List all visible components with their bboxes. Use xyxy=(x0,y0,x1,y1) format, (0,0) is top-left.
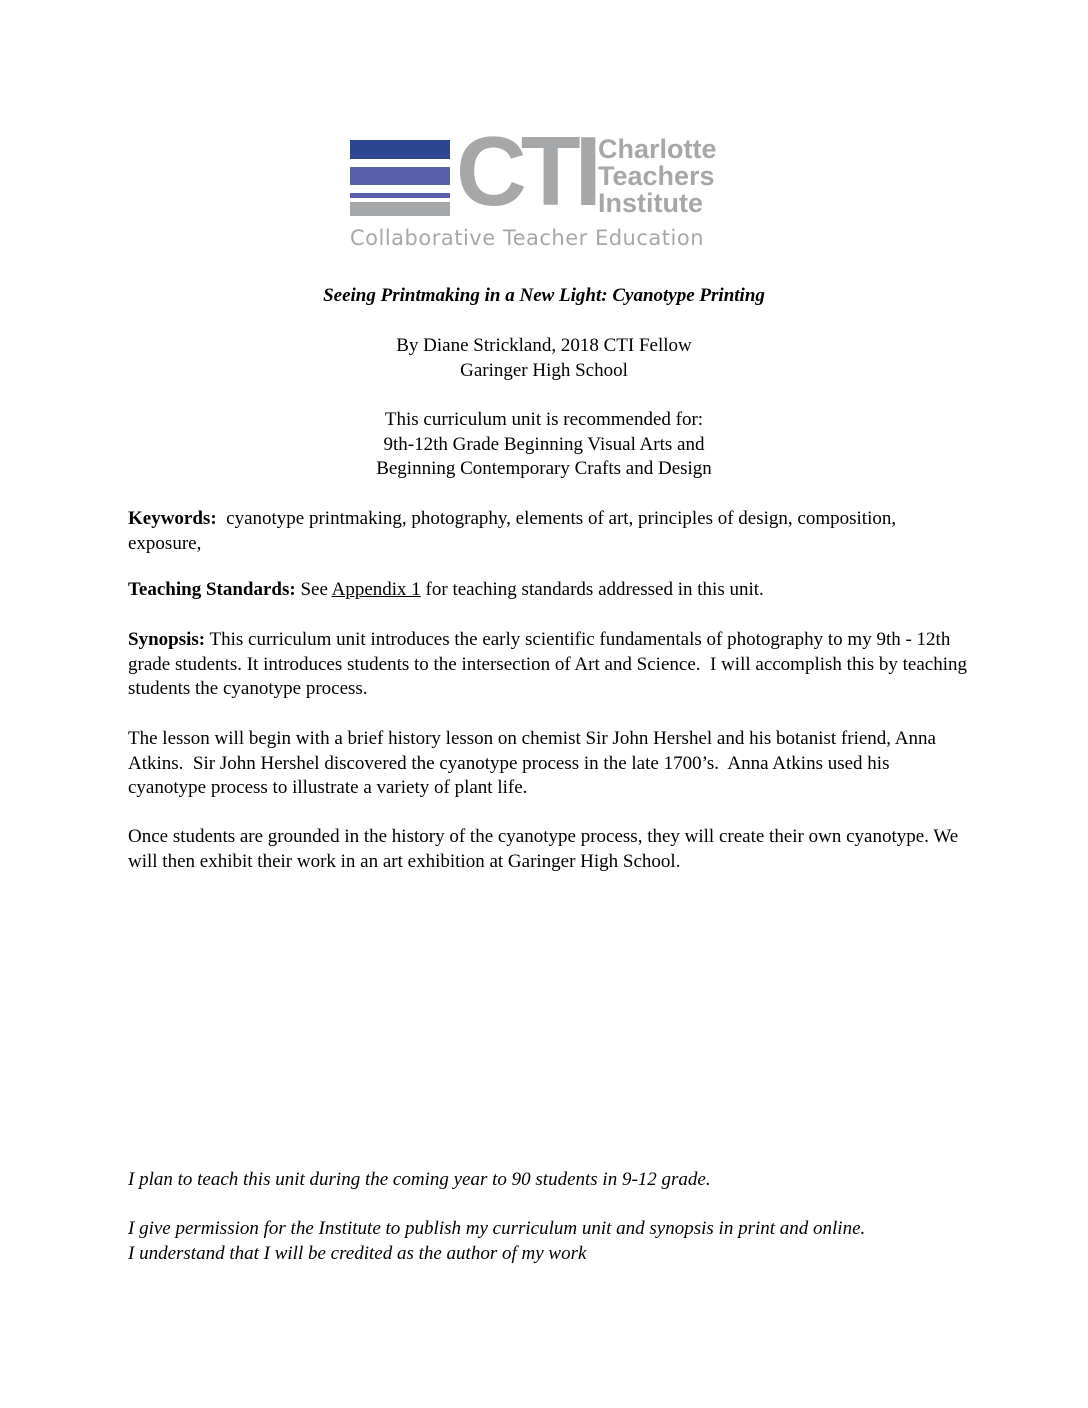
exhibition-paragraph: Once students are grounded in the history of the cyanotype process, they will create their own cyanotype. We will then exhibit their work in an art exhibition at Garinger High School. xyxy=(128,826,959,872)
standards-pre: See xyxy=(295,579,332,600)
logo-abbrev: CTI xyxy=(456,116,596,226)
permission-line: I understand that I will be credited as the author of my work xyxy=(128,1242,587,1264)
keywords-label: Keywords: xyxy=(128,508,217,529)
logo-stripe-mid-blue xyxy=(350,167,450,185)
synopsis-label: Synopsis: xyxy=(128,629,206,650)
keywords-text: cyanotype printmaking, photography, elements of art, principles of design, composition, exposure, xyxy=(128,508,901,554)
standards-post: for teaching standards addressed in this unit. xyxy=(420,579,764,600)
logo-name-line: Institute xyxy=(598,188,703,218)
logo-name-line: Charlotte xyxy=(598,134,717,164)
cti-logo xyxy=(346,116,746,253)
keywords-paragraph xyxy=(128,507,968,556)
permission-statement xyxy=(128,1217,968,1266)
appendix-link[interactable]: Appendix 1 xyxy=(331,579,421,600)
logo-stripe-gray xyxy=(350,202,450,216)
synopsis-paragraph xyxy=(128,628,972,702)
logo-name-line: Teachers xyxy=(598,161,715,191)
logo-tagline: Collaborative Teacher Education xyxy=(350,226,705,250)
permission-line: I give permission for the Institute to publish my curriculum unit and synopsis in print and online. xyxy=(128,1218,866,1239)
school-line: Garinger High School xyxy=(460,359,628,381)
recommend-line: This curriculum unit is recommended for: xyxy=(384,409,704,430)
lesson-paragraph: The lesson will begin with a brief history lesson on chemist Sir John Hershel and his botanist friend, Anna Atkins. Sir John Hershel discovered the cyanotype process in the late 1700’s. Anna Atkins used his cyanotype process to illustrate a variety of plant life. xyxy=(128,728,940,798)
document-title: Seeing Printmaking in a New Light: Cyanotype Printing xyxy=(323,285,765,306)
author-line: By Diane Strickland, 2018 CTI Fellow xyxy=(396,335,692,356)
logo-stripe-thin-blue xyxy=(350,193,450,198)
recommendation xyxy=(0,408,1088,482)
byline xyxy=(0,334,1088,383)
recommend-line: 9th-12th Grade Beginning Visual Arts and xyxy=(383,433,705,455)
logo-name xyxy=(598,136,717,217)
recommend-line: Beginning Contemporary Crafts and Design xyxy=(376,458,712,479)
logo-stripes-icon xyxy=(350,140,450,216)
synopsis-text: This curriculum unit introduces the early scientific fundamentals of photography to my 9th - 12th grade students. It introduces students to the intersection of Art and Science. I will accomplish this by teaching students the cyanotype process. xyxy=(128,629,972,699)
standards-label: Teaching Standards: xyxy=(128,579,296,600)
logo-stripe-dark-blue xyxy=(350,140,450,159)
teaching-standards-paragraph xyxy=(128,578,968,603)
plan-statement: I plan to teach this unit during the coming year to 90 students in 9-12 grade. xyxy=(128,1169,711,1190)
